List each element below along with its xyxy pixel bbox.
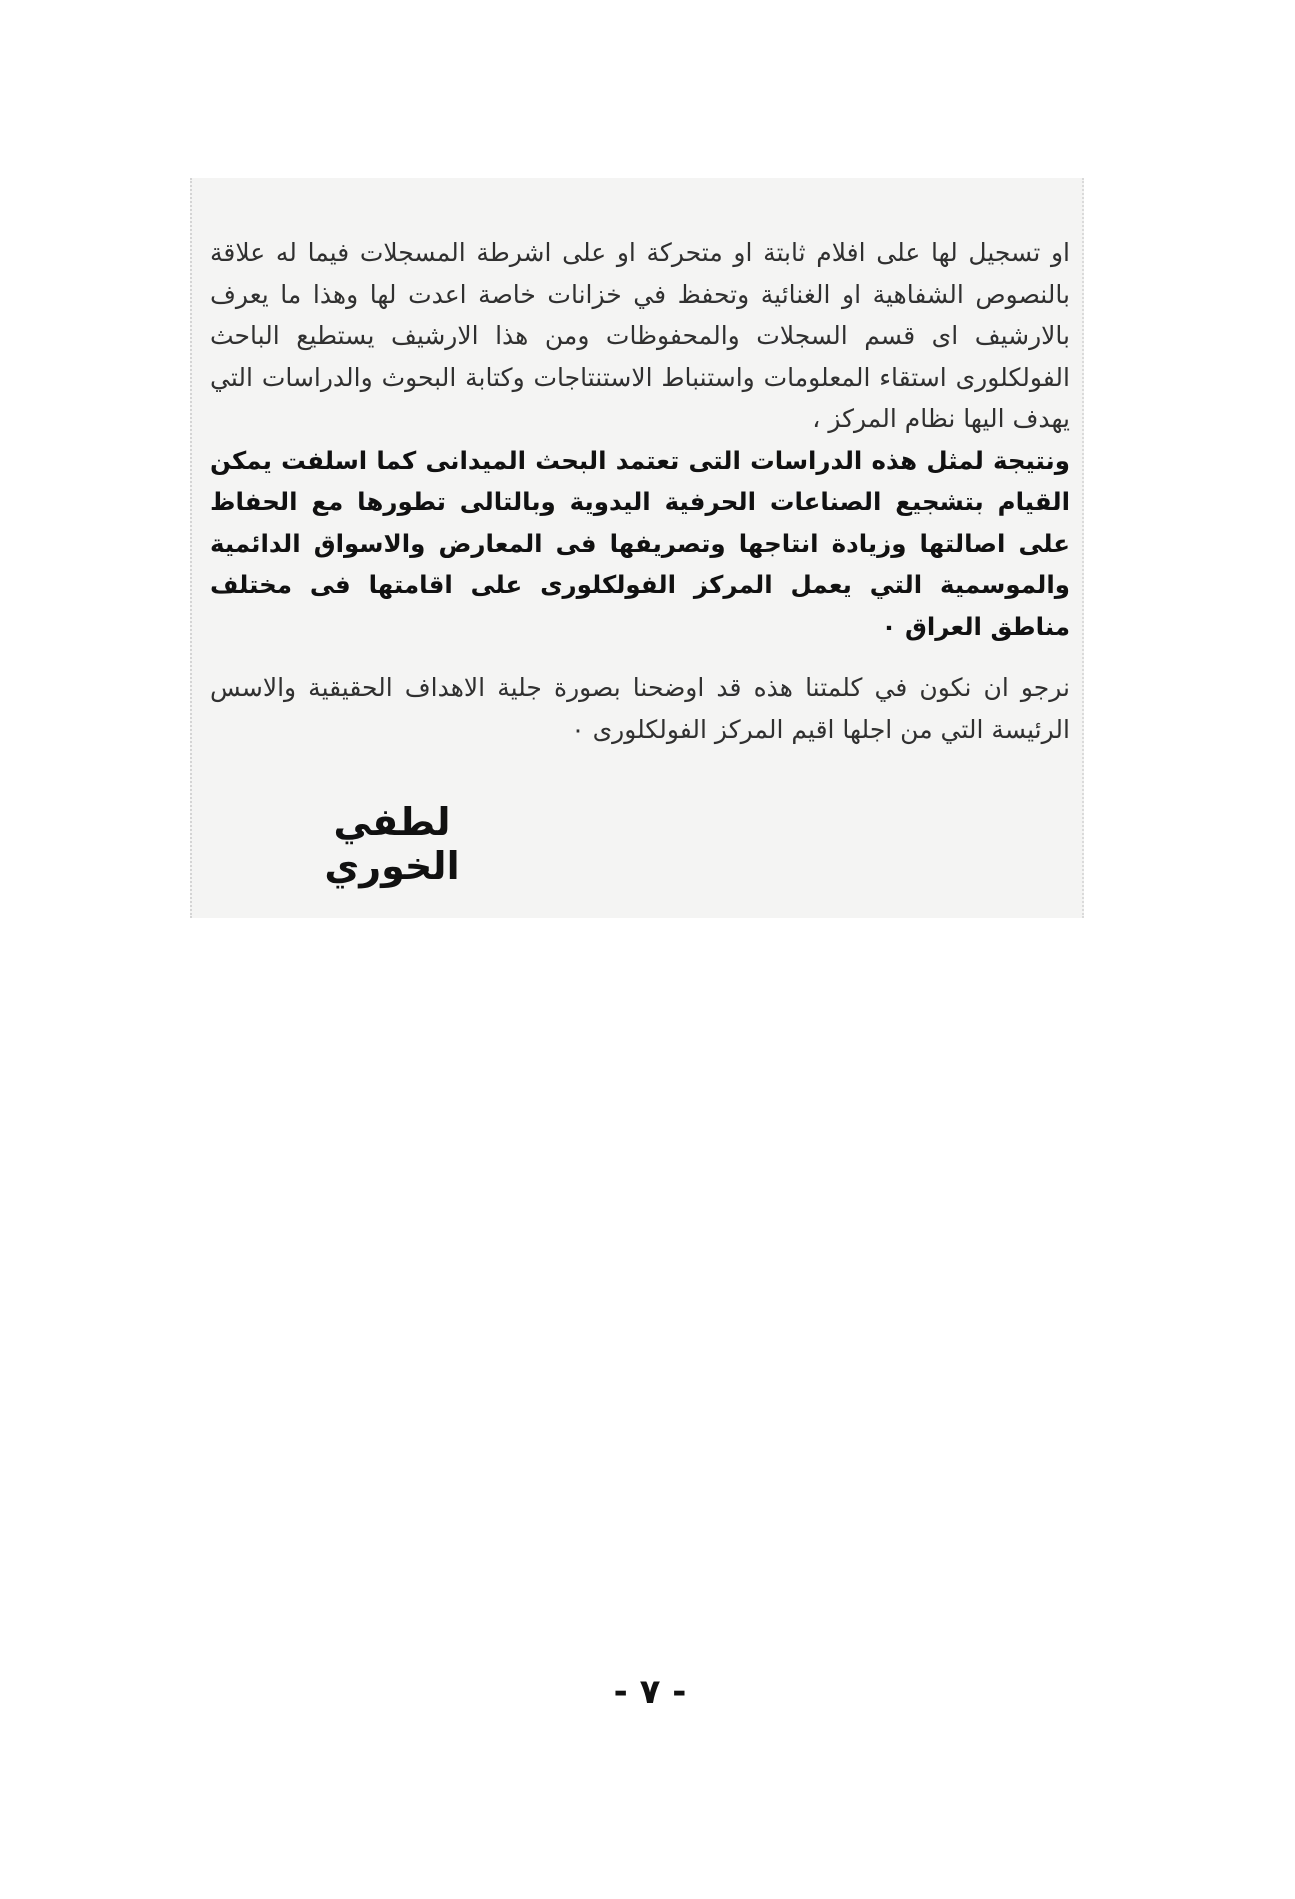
author-signature: لطفي الخوري bbox=[324, 800, 460, 888]
body-text bbox=[210, 232, 1070, 750]
paragraph-archive: او تسجيل لها على افلام ثابتة او متحركة او على اشرطة المسجلات فيما له علاقة بالنصوص الشفاهية او الغنائية وتحفظ في خزانات خاصة اعدت لها وهذا ما يعرف بالارشيف اى قسم السجلات والمحفوظات ومن هذا الارشيف يستطيع الباحث الفولكلورى استقاء المعلومات واستنباط الاستنتاجات وكتابة البحوث والدراسات التي يهدف اليها نظام المركز ، bbox=[210, 238, 1070, 433]
paragraph-conclusion: نرجو ان نكون في كلمتنا هذه قد اوضحنا بصورة جلية الاهداف الحقيقية والاسس الرئيسة التي من اجلها اقيم المركز الفولكلورى ٠ bbox=[210, 673, 1070, 744]
paragraph-crafts: ونتيجة لمثل هذه الدراسات التى تعتمد البحث الميدانى كما اسلفت يمكن القيام بتشجيع الصناعات الحرفية اليدوية وبالتالى تطورها مع الحفاظ على اصالتها وزيادة انتاجها وتصريفها فى المعارض والاسواق الدائمية والموسمية التي يعمل المركز الفولكلورى على اقامتها فى مختلف مناطق العراق ٠ bbox=[210, 445, 1070, 641]
page-number: - ٧ - bbox=[613, 1672, 687, 1712]
